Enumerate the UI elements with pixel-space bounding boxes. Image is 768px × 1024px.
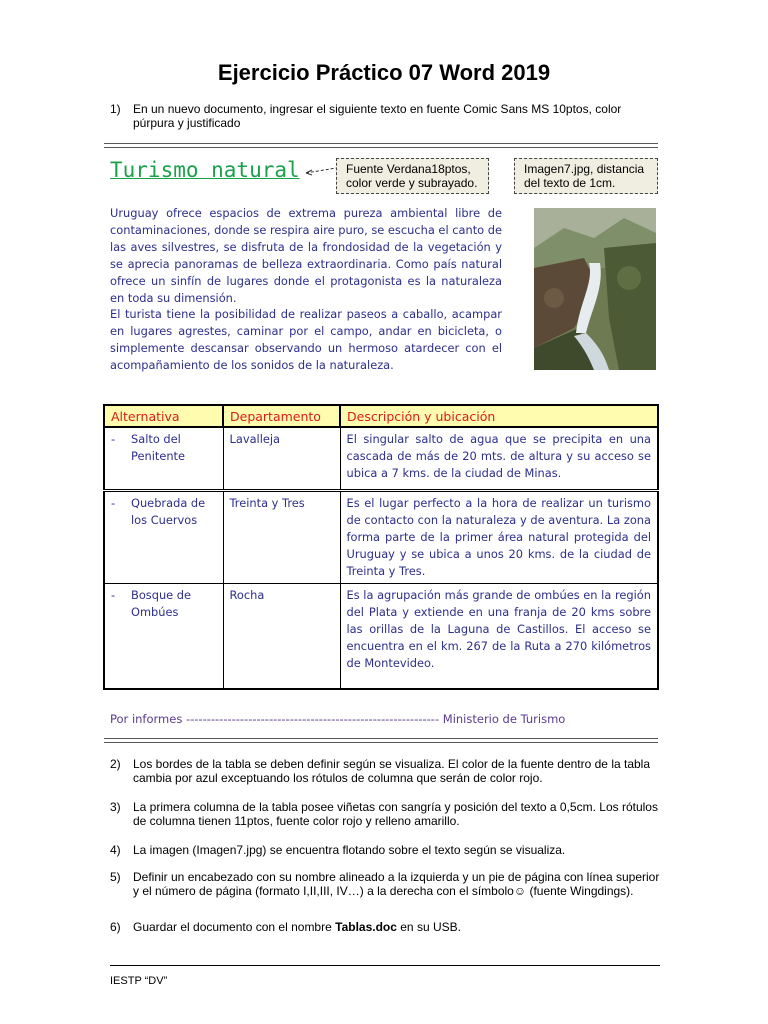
table-row (104, 584, 658, 690)
table-row (104, 427, 658, 491)
instruction-text: La imagen (Imagen7.jpg) se encuentra flotando sobre el texto según se visualiza. (133, 843, 566, 857)
instruction-text-before: Guardar el documento con el nombre (133, 920, 336, 934)
header-descripcion: Descripción y ubicación (340, 405, 658, 427)
instruction-number: 2) (110, 757, 121, 771)
instruction-number: 6) (110, 920, 121, 934)
footer-text: IESTP “DV” (110, 975, 168, 987)
divider-bottom (104, 738, 658, 743)
callout-image-note (514, 158, 658, 194)
cell-alternativa (104, 427, 223, 491)
header-alternativa: Alternativa (104, 405, 223, 427)
filename: Tablas.doc (335, 920, 397, 934)
cell-descripcion: El singular salto de agua que se precipita en una cascada de más de 20 mts. de altura y su acceso se ubica a 7 kms. de la ciudad de Minas. (340, 427, 658, 491)
instruction-3 (110, 800, 660, 828)
paragraph-2: El turista tiene la posibilidad de realizar paseos a caballo, acampar en lugares agrestes, caminar por el campo, andar en bicicleta, o simplemente descansar observando un hermoso atardecer con el acompañamiento de los sonidos de la naturaleza. (110, 307, 502, 373)
instruction-text-after: en su USB. (396, 920, 461, 934)
informes-label: Por informes (110, 712, 183, 726)
alternativa-text: Salto del Penitente (131, 432, 186, 463)
instruction-number: 3) (110, 800, 121, 814)
callout-image-text: Imagen7.jpg, distancia del texto de 1cm. (524, 162, 645, 190)
instruction-text (133, 870, 660, 898)
header-departamento: Departamento (223, 405, 340, 427)
cell-departamento: Rocha (223, 584, 340, 690)
alternativa-text: Quebrada de los Cuervos (131, 496, 206, 527)
document-heading: Turismo natural (110, 158, 300, 182)
attractions-table (103, 404, 659, 690)
body-paragraphs (110, 205, 502, 374)
instruction-text: En un nuevo documento, ingresar el siguiente texto en fuente Comic Sans MS 10ptos, color púrpura y justificado (133, 102, 622, 130)
paragraph-1: Uruguay ofrece espacios de extrema pureza ambiental libre de contaminaciones, donde se respira aire puro, se escucha el canto de las aves silvestres, se disfruta de la frondosidad de la vegetación y se aprecia panoramas de belleza extraordinaria. Como país natural ofrece un sinfín de lugares donde el protagonista es la naturaleza en toda su dimensión. (110, 206, 502, 305)
instruction-text (133, 920, 660, 934)
instruction-5 (110, 870, 660, 898)
informes-leader: ------------------------------------------------------------- (185, 712, 440, 726)
bullet-dash: - (111, 588, 116, 602)
divider-top (104, 143, 658, 148)
bullet-dash: - (111, 496, 116, 510)
instruction-text-main: Definir un encabezado con su nombre alineado a la izquierda y un pie de página con línea superior y el número de página (formato I,II,III, IV…) a la derecha con el símbolo (133, 870, 660, 898)
callout-font-text: Fuente Verdana18ptos, color verde y subrayado. (346, 162, 478, 190)
cell-descripcion: Es el lugar perfecto a la hora de realizar un turismo de contacto con la naturaleza y de aventura. La zona forma parte de la primer área natural protegida del Uruguay y se ubica a unos 20 kms. de la ciudad de Treinta y Tres. (340, 491, 658, 584)
cell-departamento: Treinta y Tres (223, 491, 340, 584)
cell-descripcion: Es la agrupación más grande de ombúes en la región del Plata y extiende en una franja de 20 kms sobre las orillas de la Laguna de Castillos. El acceso se encuentra en el km. 267 de la Ruta a 270 kilómetros de Montevideo. (340, 584, 658, 690)
instruction-4 (110, 843, 660, 857)
instruction-number: 5) (110, 870, 121, 884)
instruction-number: 1) (110, 102, 121, 116)
waterfall-image (534, 208, 656, 370)
page-title: Ejercicio Práctico 07 Word 2019 (217, 60, 551, 85)
informes-organization: Ministerio de Turismo (442, 712, 566, 726)
instruction-text-end: (fuente Wingdings). (526, 884, 634, 898)
informes-line (110, 712, 656, 726)
smiley-icon: ☺ (513, 884, 527, 898)
bullet-dash: - (111, 432, 116, 446)
footer-rule (110, 965, 660, 966)
cell-departamento: Lavalleja (223, 427, 340, 491)
alternativa-text: Bosque de Ombúes (131, 588, 192, 619)
instruction-1 (110, 102, 660, 130)
table-row (104, 491, 658, 584)
instruction-text: Los bordes de la tabla se deben definir según se visualiza. El color de la fuente dentro de la tabla cambia por azul exceptuando los rótulos de columna que serán de color rojo. (133, 757, 651, 785)
table-header-row (104, 405, 658, 427)
instruction-number: 4) (110, 843, 121, 857)
cell-alternativa (104, 491, 223, 584)
instruction-6 (110, 920, 660, 934)
instruction-2 (110, 757, 660, 785)
cell-alternativa (104, 584, 223, 690)
instruction-text: La primera columna de la tabla posee viñetas con sangría y posición del texto a 0,5cm. Los rótulos de columna tienen 11ptos, fuente color rojo y relleno amarillo. (133, 800, 658, 828)
callout-font-note (336, 158, 489, 194)
callout-leader-line (300, 160, 340, 180)
